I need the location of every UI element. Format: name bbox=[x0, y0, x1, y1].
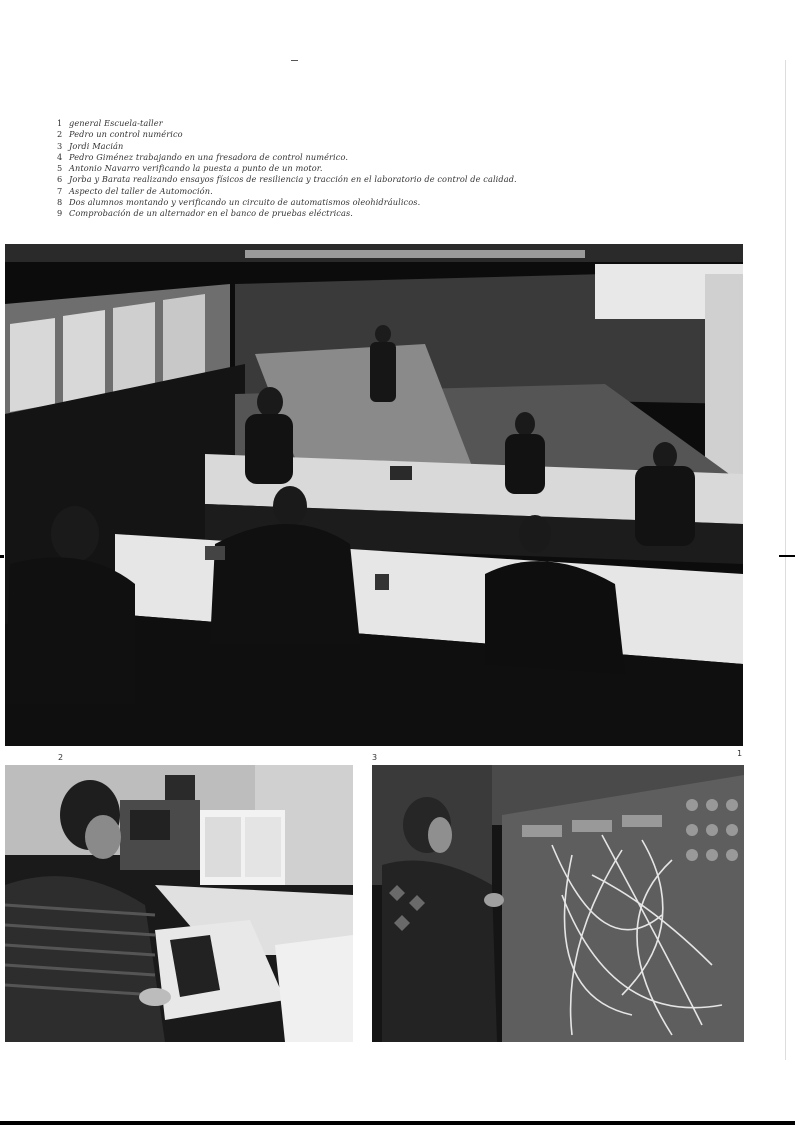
caption-text: Pedro Giménez trabajando en una fresadora de control numérico. bbox=[69, 151, 349, 162]
caption-number: 1 bbox=[57, 118, 63, 128]
page-edge-line bbox=[785, 60, 786, 1060]
caption-number: 8 bbox=[57, 197, 63, 208]
caption-number: 2 bbox=[57, 129, 63, 140]
caption-8 bbox=[57, 197, 577, 208]
page-margin-tick-left bbox=[0, 555, 4, 558]
cnc-operator-illustration bbox=[5, 765, 353, 1042]
caption-text: Aspecto del taller de Automoción. bbox=[69, 185, 213, 196]
caption-number: 6 bbox=[57, 174, 63, 185]
caption-number: 5 bbox=[57, 163, 63, 174]
caption-number: 4 bbox=[57, 151, 63, 162]
caption-number: 9 bbox=[57, 208, 63, 219]
caption-9 bbox=[57, 208, 577, 219]
caption-6 bbox=[57, 174, 577, 185]
caption-text: Comprobación de un alternador en el banco de pruebas eléctricas. bbox=[69, 208, 353, 219]
caption-3 bbox=[57, 141, 577, 152]
hydraulic-panel-photo bbox=[372, 765, 744, 1042]
caption-text: Jordi Macián bbox=[69, 140, 124, 151]
photo-number-1: 1 bbox=[737, 749, 743, 758]
photo-number-3: 3 bbox=[372, 753, 378, 762]
page-margin-tick bbox=[779, 555, 795, 557]
caption-text: Pedro un control numérico bbox=[69, 129, 183, 140]
caption-list bbox=[57, 118, 577, 220]
caption-number: 3 bbox=[57, 140, 63, 151]
caption-number: 7 bbox=[57, 185, 63, 196]
caption-2 bbox=[57, 129, 577, 140]
photo-number-2: 2 bbox=[58, 753, 64, 762]
caption-text: Antonio Navarro verificando la puesta a punto de un motor. bbox=[69, 163, 323, 174]
caption-4 bbox=[57, 152, 577, 163]
dash-mark bbox=[291, 60, 298, 61]
caption-text: Dos alumnos montando y verificando un circuito de automatismos oleohidráulicos. bbox=[69, 197, 421, 208]
cnc-operator-photo bbox=[5, 765, 353, 1042]
workshop-hall-illustration bbox=[5, 244, 743, 746]
caption-1 bbox=[57, 118, 577, 129]
bottom-rule bbox=[0, 1121, 795, 1125]
caption-7 bbox=[57, 186, 577, 197]
caption-5 bbox=[57, 163, 577, 174]
caption-text: Jorba y Barata realizando ensayos físicos de resiliencia y tracción en el laboratorio de control de calidad. bbox=[69, 174, 517, 185]
caption-text: general Escuela-taller bbox=[69, 118, 163, 128]
hydraulic-panel-illustration bbox=[372, 765, 744, 1042]
workshop-hall-photo bbox=[5, 244, 743, 746]
